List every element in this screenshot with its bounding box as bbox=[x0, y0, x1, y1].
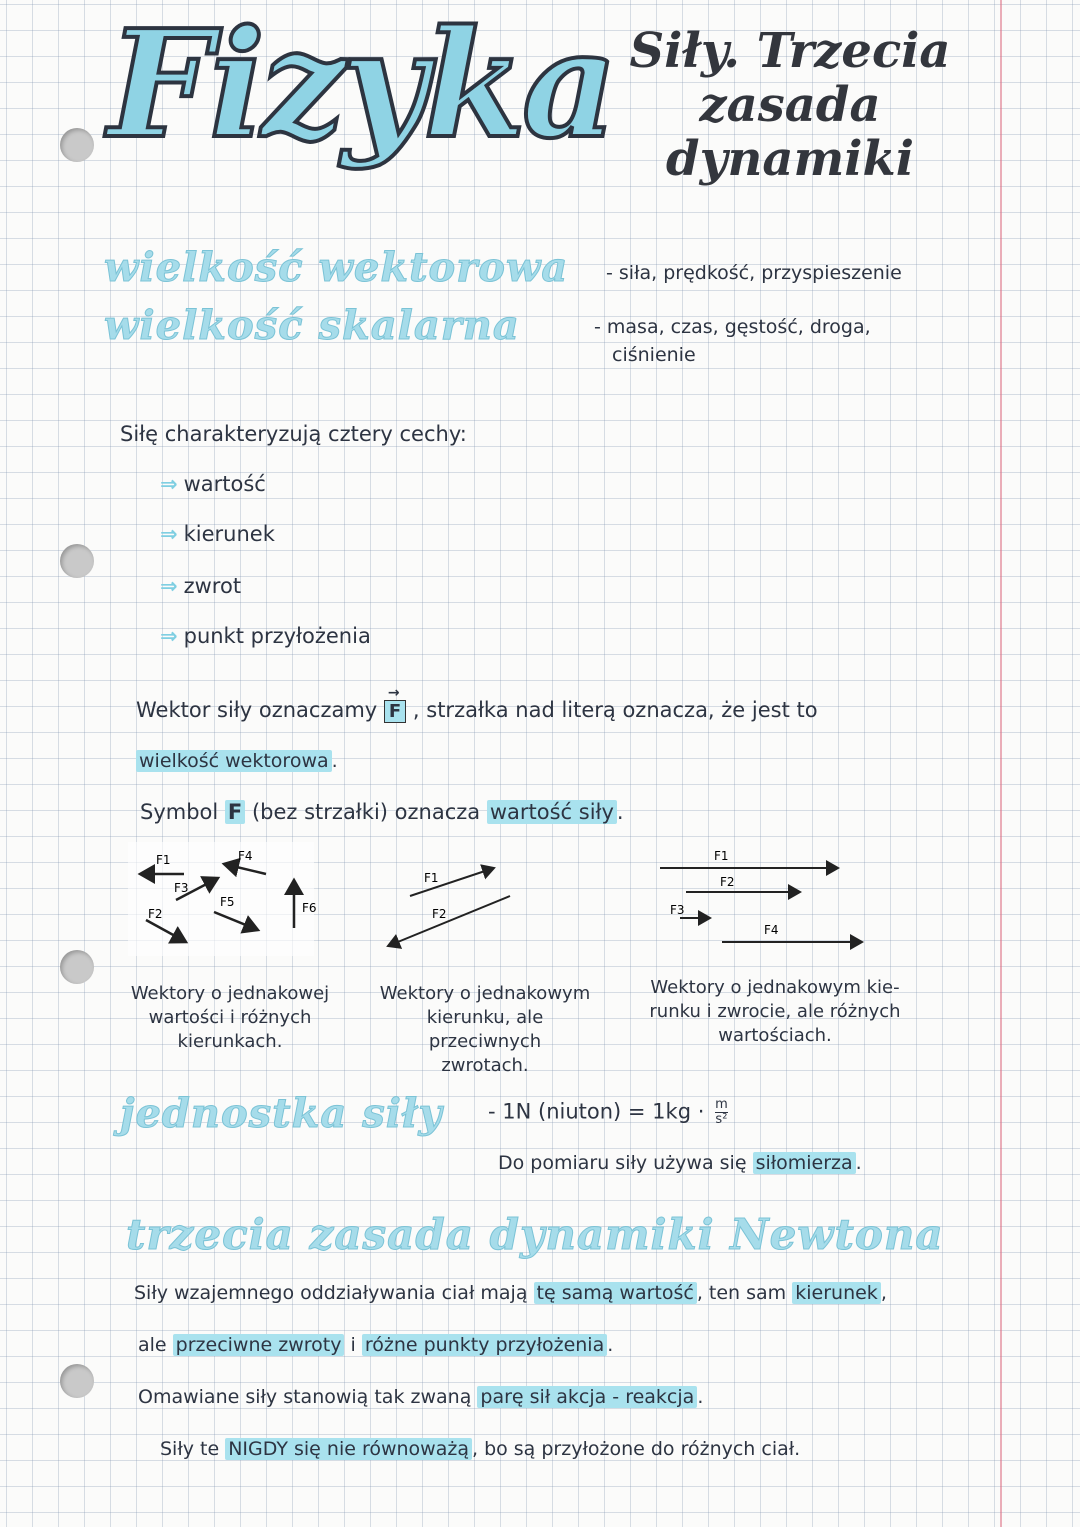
binder-hole bbox=[60, 1364, 94, 1398]
diagram-equal-magnitude-different-directions bbox=[128, 842, 317, 956]
highlight-action-reaction: parę sił akcja - reakcja bbox=[477, 1386, 697, 1408]
highlight-opposite-senses: przeciwne zwroty bbox=[173, 1334, 345, 1356]
vector-notation-line: Wektor siły oznaczamy → F , strzałka nad literą oznacza, że jest to bbox=[136, 685, 818, 722]
scalar-quantity-examples-line2: ciśnienie bbox=[612, 344, 696, 366]
highlight-application-points: różne punkty przyłożenia bbox=[362, 1334, 607, 1356]
binder-hole bbox=[60, 950, 94, 984]
fig1-caption: Wektory o jednakowej wartości i różnych kierunkach. bbox=[130, 983, 330, 1052]
arrow-bullet-icon: ⇒ bbox=[160, 472, 178, 496]
topic-line-2: zasada bbox=[699, 77, 881, 133]
label-f4: F4 bbox=[238, 849, 253, 863]
newton3-line4: Siły te NIGDY się nie równoważą , bo są przyłożone do różnych ciał. bbox=[160, 1438, 801, 1460]
binder-hole bbox=[60, 544, 94, 578]
feature-item: ⇒ zwrot bbox=[160, 574, 242, 598]
features-intro: Siłę charakteryzują cztery cechy: bbox=[120, 422, 467, 446]
label-f2: F2 bbox=[432, 907, 447, 921]
highlight-dynamometer: siłomierza bbox=[753, 1152, 856, 1174]
label-f1: F1 bbox=[714, 849, 729, 863]
newton3-line1: Siły wzajemnego oddziaływania ciał mają tę samą wartość , ten sam kierunek , bbox=[134, 1282, 887, 1304]
diagram-same-direction-different-magnitudes bbox=[656, 842, 870, 956]
unit-measure-line: Do pomiaru siły używa się siłomierza . bbox=[498, 1152, 862, 1174]
fig3-caption: Wektory o jednakowym kie- runku i zwrocie, ale różnych wartościach. bbox=[649, 977, 901, 1046]
feature-item: ⇒ wartość bbox=[160, 472, 266, 496]
vector-symbol: → F bbox=[384, 700, 406, 723]
vector-notation-highlight-line: wielkość wektorowa . bbox=[136, 750, 338, 772]
highlight-force-value: wartość siły bbox=[487, 800, 617, 824]
label-f3: F3 bbox=[670, 903, 685, 917]
arrow-bullet-icon: ⇒ bbox=[160, 574, 178, 598]
vector-f2 bbox=[388, 896, 510, 946]
topic-line-1: Siły. Trzecia bbox=[629, 23, 951, 79]
label-f1: F1 bbox=[424, 871, 439, 885]
unit-heading: jednostka siły bbox=[120, 1090, 443, 1137]
label-f3: F3 bbox=[174, 881, 189, 895]
unit-fraction: $\frac{m}{\text{s²}}$ bbox=[715, 1097, 728, 1127]
feature-item: ⇒ punkt przyłożenia bbox=[160, 624, 371, 648]
subject-title: Fizyka bbox=[108, 0, 614, 171]
newton-third-law-heading: trzecia zasada dynamiki Newtona bbox=[126, 1210, 944, 1259]
topic-line-3: dynamiki bbox=[666, 131, 914, 187]
newton3-line2: ale przeciwne zwroty i różne punkty przyłożenia . bbox=[138, 1334, 614, 1356]
label-f5: F5 bbox=[220, 895, 235, 909]
label-f2: F2 bbox=[148, 907, 163, 921]
arrow-bullet-icon: ⇒ bbox=[160, 624, 178, 648]
topic-title bbox=[620, 24, 960, 186]
vector-quantity-heading: wielkość wektorowa bbox=[104, 244, 569, 291]
label-f2: F2 bbox=[720, 875, 735, 889]
scalar-quantity-heading: wielkość skalarna bbox=[104, 302, 520, 349]
margin-line bbox=[1000, 0, 1002, 1527]
scalar-quantity-examples-line1: - masa, czas, gęstość, droga, bbox=[594, 316, 871, 338]
highlight-same-value: tę samą wartość bbox=[534, 1282, 697, 1304]
binder-hole bbox=[60, 128, 94, 162]
arrow-bullet-icon: ⇒ bbox=[160, 522, 178, 546]
symbol-plain: F bbox=[225, 800, 245, 824]
diagram-same-direction-opposite-sense bbox=[380, 852, 520, 956]
vector-f1 bbox=[410, 868, 494, 896]
fig2-caption: Wektory o jednakowym kierunku, ale przeciwnych zwrotach. bbox=[379, 983, 591, 1076]
feature-item: ⇒ kierunek bbox=[160, 522, 275, 546]
vector-quantity-examples: - siła, prędkość, przyspieszenie bbox=[606, 262, 902, 284]
highlight-vector-quantity: wielkość wektorowa bbox=[136, 750, 332, 772]
highlight-never-balance: NIGDY się nie równoważą bbox=[225, 1438, 472, 1460]
unit-definition: - 1N (niuton) = 1kg · $\frac{m}{\text{s²}}$ bbox=[488, 1097, 728, 1127]
highlight-direction: kierunek bbox=[792, 1282, 881, 1304]
label-f4: F4 bbox=[764, 923, 779, 937]
label-f6: F6 bbox=[302, 901, 317, 915]
symbol-line: Symbol F (bez strzałki) oznacza wartość siły . bbox=[140, 800, 624, 824]
label-f1: F1 bbox=[156, 853, 171, 867]
newton3-line3: Omawiane siły stanowią tak zwaną parę sił akcja - reakcja . bbox=[138, 1386, 704, 1408]
